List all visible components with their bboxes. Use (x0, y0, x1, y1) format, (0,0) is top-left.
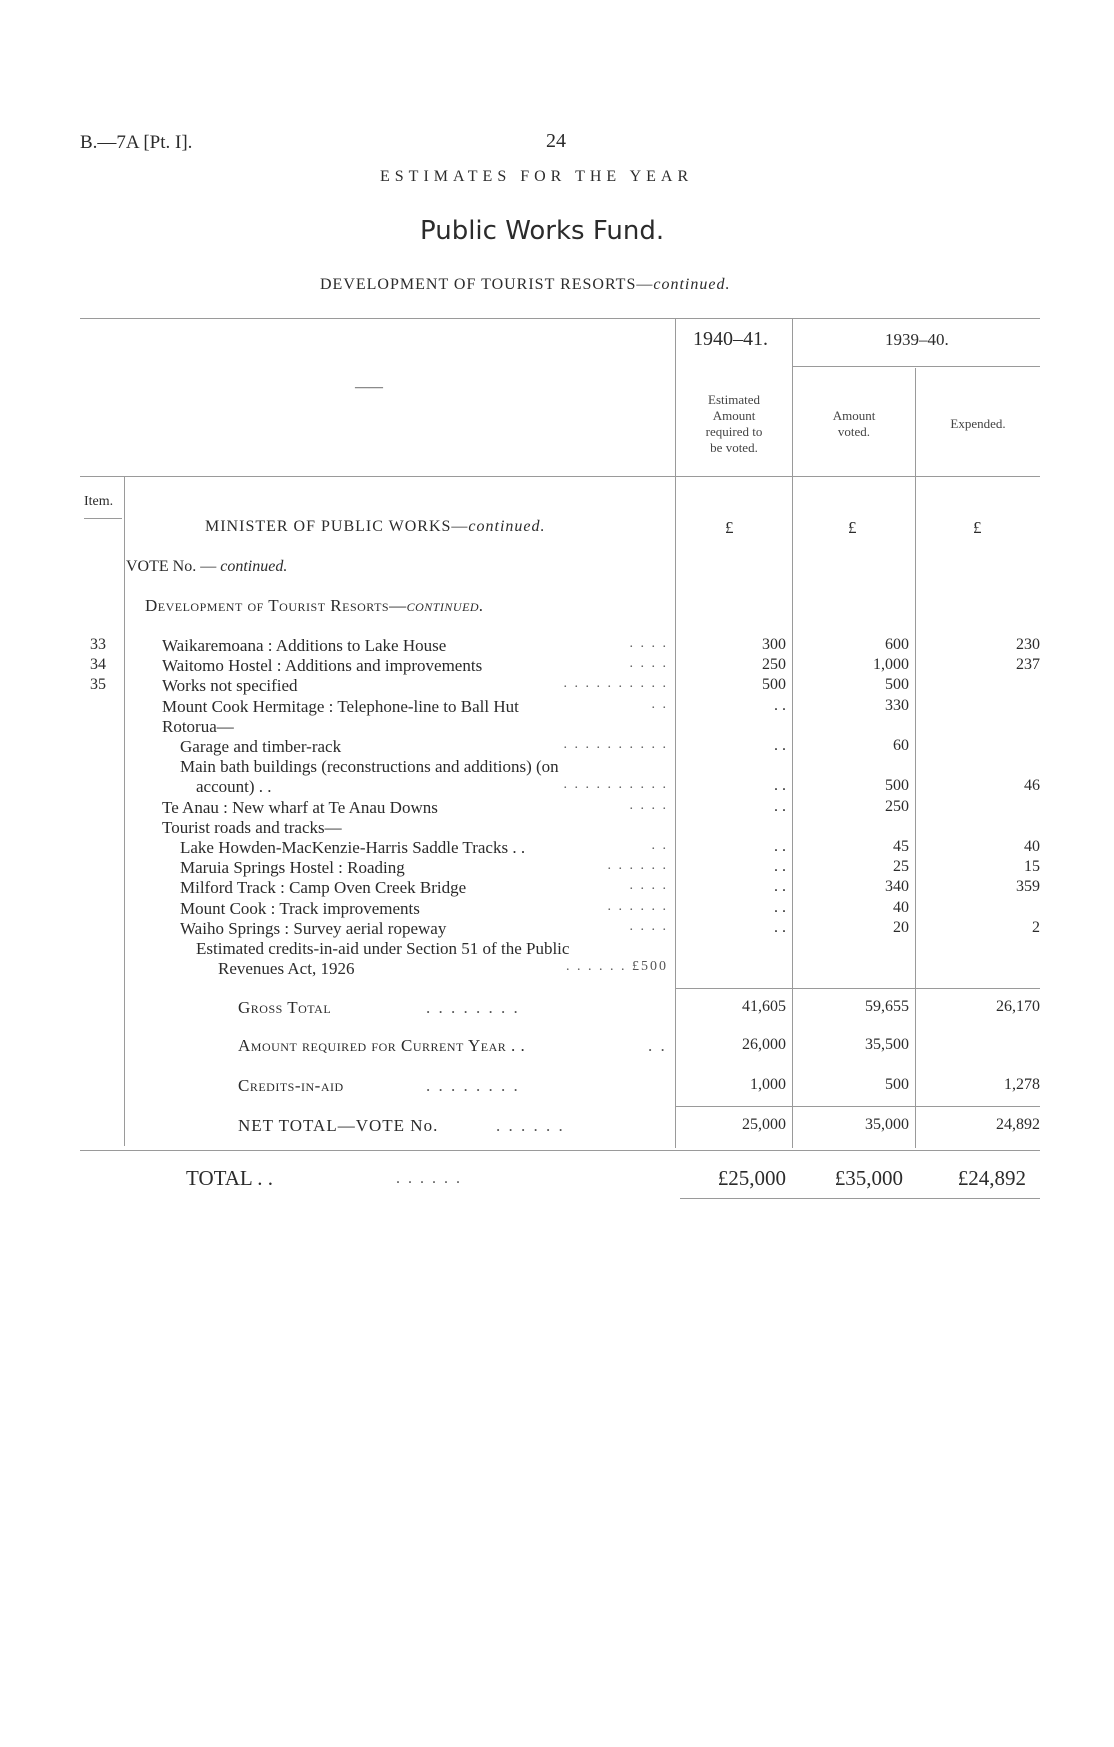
page-number: 24 (546, 130, 566, 152)
row-voted-value: 40 (893, 899, 909, 916)
item-column-heading: Item. (84, 494, 114, 509)
required-total-label: Amount required for Current Year . . . . (238, 1036, 667, 1055)
row-expended-value: 40 (1024, 838, 1040, 855)
row-expended-value: 237 (1016, 656, 1040, 673)
header-bottom-rule (80, 476, 1040, 477)
section-title-text: DEVELOPMENT OF TOURIST RESORTS— (320, 276, 654, 293)
fund-title: Public Works Fund. (420, 216, 665, 246)
net-total-voted: 35,000 (865, 1116, 909, 1133)
row-leader-dots: . . . . . . £500 (566, 959, 668, 974)
section-title-continued: continued. (653, 276, 731, 293)
row-leader-dots: . . (651, 838, 668, 853)
vote-heading-continued: continued. (220, 558, 288, 575)
row-description: Garage and timber-rack (180, 737, 342, 756)
net-total-top-rule (676, 1106, 1040, 1107)
year-current-heading: 1940–41. (693, 328, 768, 350)
year-divider-rule (792, 366, 1040, 367)
gross-total-dots: . . . . . . . . (426, 998, 520, 1017)
row-leader-dots: . . . . . . . . . . (563, 737, 668, 752)
minister-heading (205, 518, 546, 536)
grand-total-label: TOTAL . . . . . . . . (186, 1166, 462, 1190)
grand-total-dots: . . . . . . (396, 1170, 462, 1187)
row-estimated-value: . . (774, 737, 786, 754)
column-divider-item (124, 476, 125, 1146)
row-description: Revenues Act, 1926 (218, 959, 355, 978)
row-voted-value: 1,000 (873, 656, 909, 673)
row-voted-value: 25 (893, 858, 909, 875)
net-total-estimated: 25,000 (742, 1116, 786, 1133)
row-estimated-value: . . (774, 838, 786, 855)
net-total-dots: . . . . . . (496, 1116, 565, 1135)
gross-total-top-rule (676, 988, 1040, 989)
row-description: Mount Cook Hermitage : Telephone-line to Ball Hut (162, 697, 519, 716)
estimated-heading-line-4: be voted. (710, 440, 758, 455)
voted-heading-line-1: Amount (832, 408, 876, 423)
gross-total-estimated: 41,605 (742, 998, 786, 1015)
estimates-title: ESTIMATES FOR THE YEAR (380, 168, 694, 185)
row-expended-value: 15 (1024, 858, 1040, 875)
row-voted-value: 45 (893, 838, 909, 855)
row-description: account) . . (196, 777, 272, 796)
required-total-dots: . . (648, 1036, 667, 1055)
column-divider-expended (915, 368, 916, 1148)
grand-total-voted: £35,000 (834, 1166, 903, 1190)
row-description: Rotorua— (162, 717, 234, 736)
minister-heading-text: MINISTER OF PUBLIC WORKS— (205, 518, 469, 535)
row-expended-value: 46 (1024, 777, 1040, 794)
row-description: Waikaremoana : Additions to Lake House (162, 636, 447, 655)
row-voted-value: 330 (885, 697, 909, 714)
row-voted-value: 600 (885, 636, 909, 653)
net-total-expended: 24,892 (996, 1116, 1040, 1133)
estimated-heading-line-3: required to (705, 424, 763, 439)
row-voted-value: 340 (885, 878, 909, 895)
row-estimated-value: . . (774, 858, 786, 875)
required-total-voted: 35,500 (865, 1036, 909, 1053)
year-previous-heading: 1939–40. (885, 330, 949, 349)
development-heading-text: Development of Tourist Resorts— (145, 596, 407, 615)
minister-heading-continued: continued. (468, 518, 546, 535)
row-description: Waiho Springs : Survey aerial ropeway (180, 919, 447, 938)
pound-sign-expended: £ (973, 518, 982, 537)
pound-sign-estimated: £ (725, 518, 734, 537)
voted-column-heading (793, 408, 915, 440)
row-description: Estimated credits-in-aid under Section 51 of the Public (196, 939, 570, 958)
row-voted-value: 500 (885, 777, 909, 794)
gross-total-expended: 26,170 (996, 998, 1040, 1015)
row-estimated-value: . . (774, 697, 786, 714)
vote-heading-text: VOTE No. — (126, 558, 217, 575)
row-voted-value: 250 (885, 798, 909, 815)
grand-total-underline (680, 1198, 1040, 1199)
description-heading-dash: —— (355, 380, 383, 395)
development-heading-continued: continued. (406, 596, 484, 615)
row-description: Lake Howden-MacKenzie-Harris Saddle Tracks . . (180, 838, 526, 857)
credits-total-voted: 500 (885, 1076, 909, 1093)
estimated-column-heading (676, 392, 792, 456)
required-total-estimated: 26,000 (742, 1036, 786, 1053)
row-estimated-value: 300 (762, 636, 786, 653)
row-voted-value: 20 (893, 919, 909, 936)
grand-total-expended: £24,892 (957, 1166, 1026, 1190)
row-estimated-value: . . (774, 899, 786, 916)
row-item-number: 33 (90, 636, 106, 653)
row-description: Works not specified (162, 676, 298, 695)
row-expended-value: 230 (1016, 636, 1040, 653)
row-estimated-value: . . (774, 798, 786, 815)
row-description: Te Anau : New wharf at Te Anau Downs (162, 798, 438, 817)
row-expended-value: 359 (1016, 878, 1040, 895)
row-leader-dots: . . . . (629, 656, 668, 671)
net-total-label: NET TOTAL—VOTE No. . . . . . . (238, 1116, 565, 1135)
expended-column-heading: Expended. (950, 416, 1006, 431)
row-leader-dots: . . . . (629, 919, 668, 934)
table-bottom-rule (80, 1150, 1040, 1151)
row-estimated-value: . . (774, 878, 786, 895)
row-leader-dots: . . . . (629, 636, 668, 651)
credits-total-label: Credits-in-aid . . . . . . . . (238, 1076, 520, 1095)
row-item-number: 34 (90, 656, 106, 673)
row-leader-dots: . . . . . . (607, 858, 668, 873)
column-divider-voted (792, 318, 793, 1148)
row-expended-value: 2 (1032, 919, 1040, 936)
credits-total-dots: . . . . . . . . (426, 1076, 520, 1095)
row-description: Tourist roads and tracks— (162, 818, 342, 837)
row-estimated-value: 250 (762, 656, 786, 673)
document-reference: B.—7A [Pt. I]. (80, 132, 193, 153)
row-leader-dots: . . . . (629, 798, 668, 813)
row-description: Waitomo Hostel : Additions and improvements (162, 656, 483, 675)
gross-total-label: Gross Total . . . . . . . . (238, 998, 520, 1017)
row-item-number: 35 (90, 676, 106, 693)
row-leader-dots: . . (651, 697, 668, 712)
row-voted-value: 500 (885, 676, 909, 693)
development-heading (145, 596, 484, 616)
row-estimated-value: . . (774, 777, 786, 794)
row-description: Milford Track : Camp Oven Creek Bridge (180, 878, 467, 897)
credits-total-estimated: 1,000 (750, 1076, 786, 1093)
section-title (320, 276, 730, 294)
estimated-heading-line-2: Amount (712, 408, 756, 423)
row-estimated-value: 500 (762, 676, 786, 693)
gross-total-voted: 59,655 (865, 998, 909, 1015)
row-voted-value: 60 (893, 737, 909, 754)
row-estimated-value: . . (774, 919, 786, 936)
row-leader-dots: . . . . . . (607, 899, 668, 914)
voted-heading-line-2: voted. (837, 424, 871, 439)
item-heading-underline (84, 518, 122, 519)
row-leader-dots: . . . . (629, 878, 668, 893)
vote-heading (126, 558, 287, 576)
estimated-heading-line-1: Estimated (708, 392, 760, 407)
row-description: Main bath buildings (reconstructions and additions) (on (180, 757, 559, 776)
credits-total-expended: 1,278 (1004, 1076, 1040, 1093)
grand-total-estimated: £25,000 (717, 1166, 786, 1190)
row-leader-dots: . . . . . . . . . . (563, 777, 668, 792)
row-description: Mount Cook : Track improvements (180, 899, 420, 918)
row-leader-dots: . . . . . . . . . . (563, 676, 668, 691)
row-description: Maruia Springs Hostel : Roading (180, 858, 405, 877)
pound-sign-voted: £ (848, 518, 857, 537)
table-top-rule (80, 318, 1040, 319)
